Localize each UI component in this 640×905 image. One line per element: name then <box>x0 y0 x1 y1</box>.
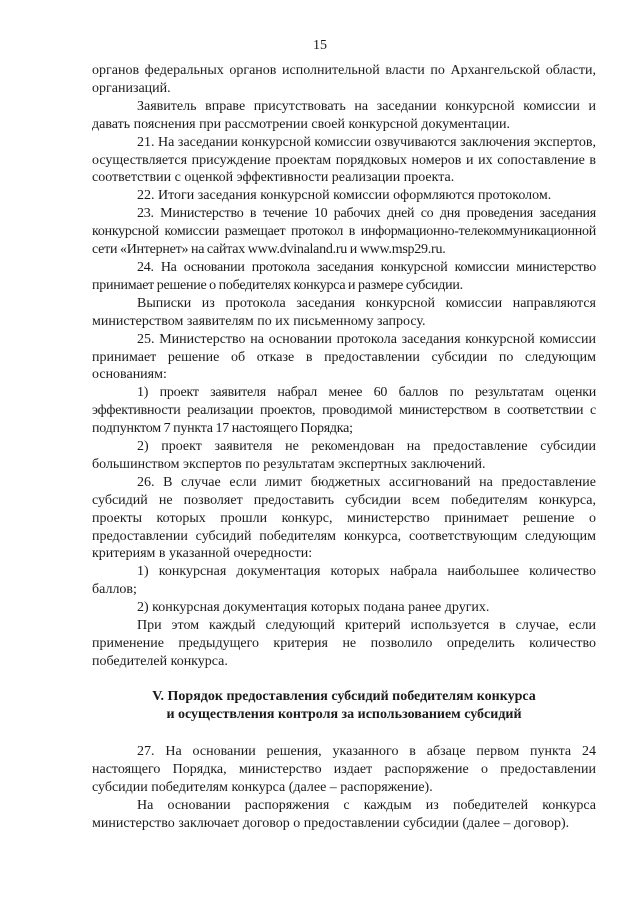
paragraph: 24. На основании протокола заседания конкурсной комиссии министерство принимает решение о победителях конкурса и размере субсидии. <box>92 259 596 293</box>
paragraph: 22. Итоги заседания конкурсной комиссии оформляются протоколом. <box>137 188 552 204</box>
paragraph: 25. Министерство на основании протокола заседания конкурсной комиссии принимает решение об отказе в предоставлении субсидии по следующим основаниям: <box>92 331 596 383</box>
paragraph: 23. Министерство в течение 10 рабочих дней со дня проведения заседания конкурсной комиссии размещает протокол в информационно-телекоммуникационной сети «Интернет» на сайтах www.dvinaland.ru и www.msp29.ru. <box>92 206 596 258</box>
document-body-top <box>92 62 596 671</box>
section-heading-line-2: и осуществления контроля за использованием субсидий <box>166 707 522 722</box>
paragraph: Выписки из протокола заседания конкурсной комиссии направляются министерством заявителям по их письменному запросу. <box>92 295 596 329</box>
document-body-bottom <box>92 743 596 833</box>
section-heading-line-1: V. Порядок предоставления субсидий победителям конкурса <box>152 689 536 704</box>
paragraph: 26. В случае если лимит бюджетных ассигнований на предоставление субсидий не позволяет предоставить субсидии всем победителям конкурса, проекты которых прошли конкурс, министерство принимает решение о предоставлении субсидий победителям конкурса, соответствующим следующим критериям в указанной очередности: <box>92 474 596 562</box>
paragraph: На основании распоряжения с каждым из победителей конкурса министерство заключает договор о предоставлении субсидии (далее – договор). <box>92 797 596 831</box>
paragraph: Заявитель вправе присутствовать на заседании конкурсной комиссии и давать пояснения при рассмотрении своей конкурсной документации. <box>92 98 596 132</box>
page-number: 15 <box>313 38 327 53</box>
paragraph: 21. На заседании конкурсной комиссии озвучиваются заключения экспертов, осуществляется присуждение проектам порядковых номеров и их сопоставление в соответствии с оценкой эффективности реализации проекта. <box>92 134 596 186</box>
section-heading <box>92 688 596 724</box>
paragraph: 2) конкурсная документация которых подана ранее других. <box>137 600 490 616</box>
paragraph: 1) проект заявителя набрал менее 60 баллов по результатам оценки эффективности реализации проектов, проводимой министерством в соответствии с подпунктом 7 пункта 17 настоящего Порядка; <box>92 385 596 437</box>
paragraph: 2) проект заявителя не рекомендован на предоставление субсидии большинством экспертов по результатам экспертных заключений. <box>92 439 596 472</box>
paragraph: 27. На основании решения, указанного в абзаце первом пункта 24 настоящего Порядка, министерство издает распоряжение о предоставлении субсидии победителям конкурса (далее – распоряжение). <box>92 744 596 795</box>
paragraph: При этом каждый следующий критерий используется в случае, если применение предыдущего критерия не позволило определить количество победителей конкурса. <box>92 618 596 669</box>
paragraph: органов федеральных органов исполнительной власти по Архангельской области, организаций. <box>92 63 596 96</box>
paragraph: 1) конкурсная документация которых набрала наибольшее количество баллов; <box>92 564 596 598</box>
